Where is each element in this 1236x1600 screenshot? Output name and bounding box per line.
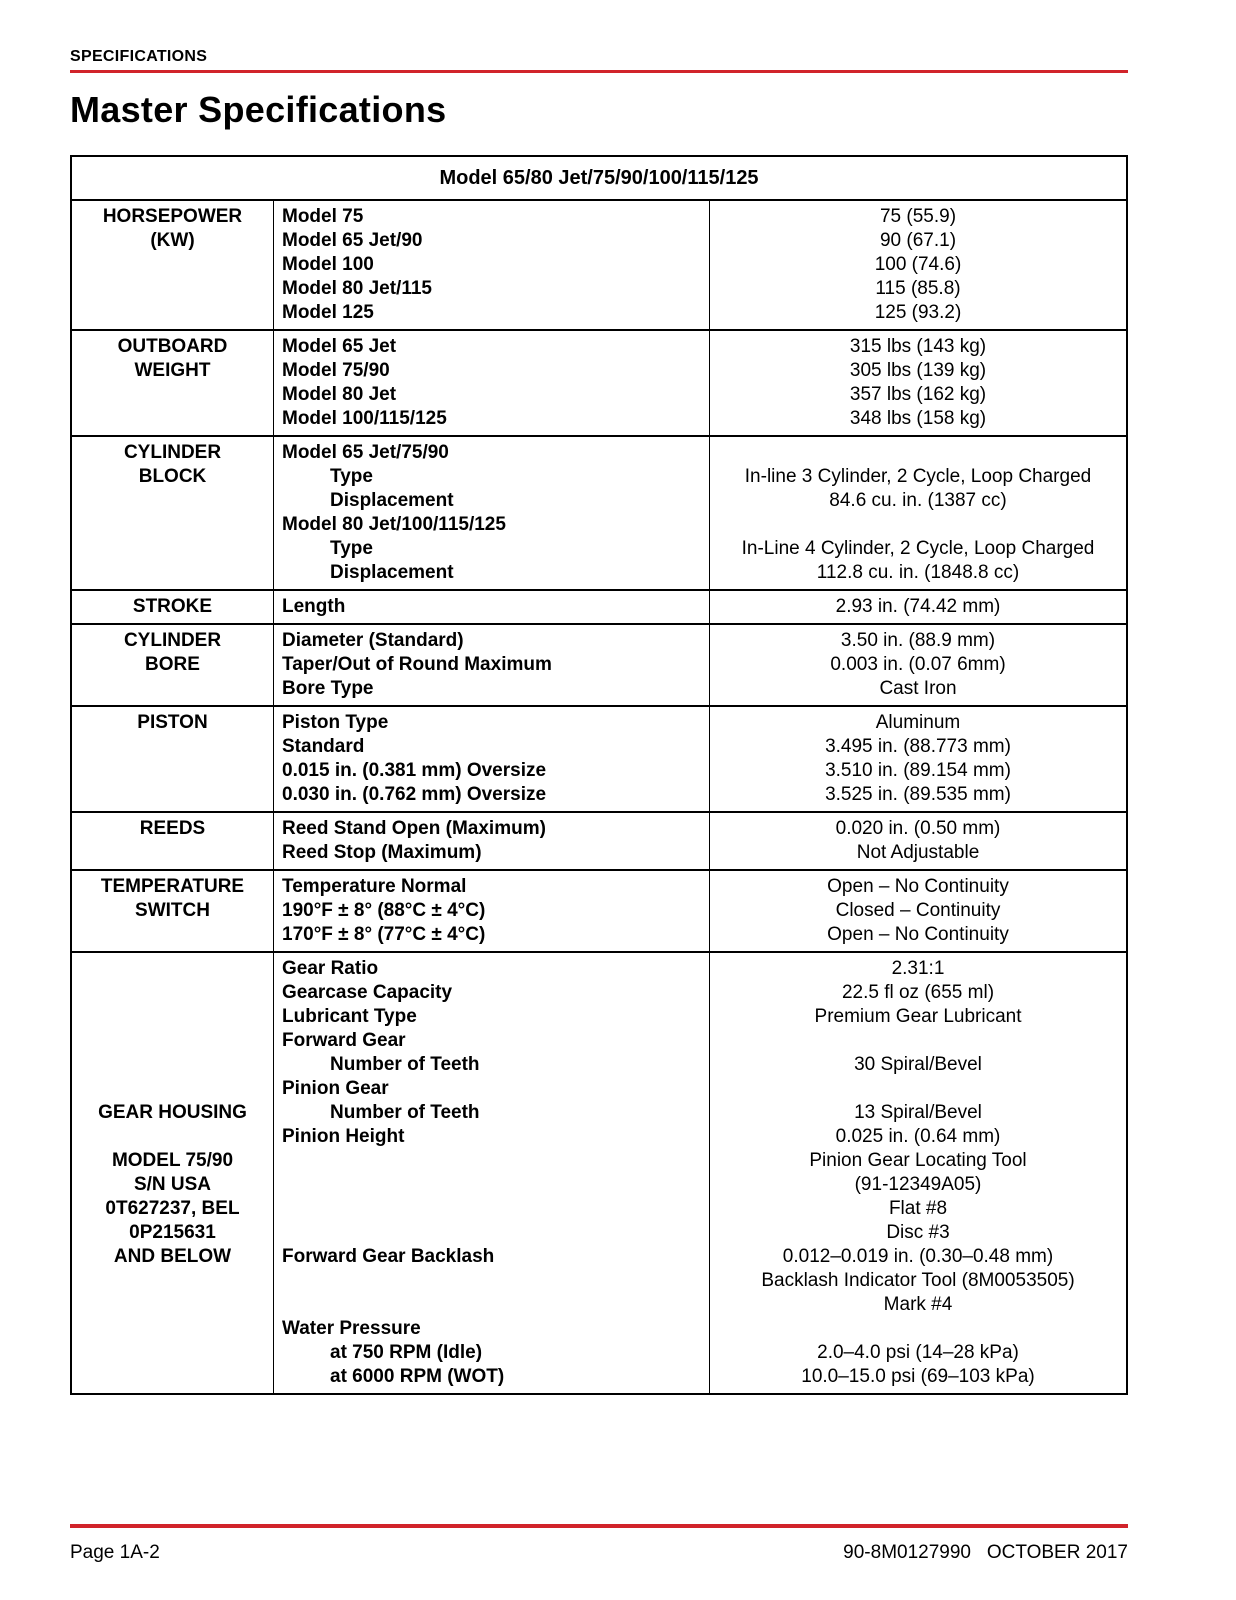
spec-value-line: Cast Iron: [879, 678, 957, 699]
spec-item-line: Type: [282, 466, 373, 487]
spec-category-line: OUTBOARD: [117, 336, 228, 357]
table-row: [72, 707, 1126, 813]
spec-value-line: Disc #3: [886, 1222, 950, 1243]
page-title: Master Specifications: [70, 89, 447, 130]
spec-value-line: 115 (85.8): [875, 278, 961, 299]
doc-number: 90-8M0127990 OCTOBER 2017: [843, 1542, 1128, 1563]
spec-item-cell: [274, 813, 710, 869]
spec-item-line: Model 80 Jet: [282, 384, 397, 405]
spec-item-cell: [274, 591, 710, 623]
spec-value-line: Aluminum: [875, 712, 961, 733]
spec-item-line: Taper/Out of Round Maximum: [282, 654, 552, 675]
spec-value-line: [718, 1077, 1118, 1101]
spec-value-cell: [710, 437, 1126, 589]
spec-item-line: [282, 1173, 701, 1197]
page-footer: [70, 1524, 1128, 1564]
spec-item-line: Type: [282, 538, 373, 559]
spec-value-line: 125 (93.2): [874, 302, 962, 323]
spec-value-line: Backlash Indicator Tool (8M0053505): [761, 1270, 1075, 1291]
spec-value-line: 2.31:1: [891, 958, 945, 979]
spec-item-line: Diameter (Standard): [282, 630, 464, 651]
spec-value-cell: [710, 871, 1126, 951]
spec-item-line: Forward Gear Backlash: [282, 1246, 495, 1267]
page-number: Page 1A-2: [70, 1542, 160, 1563]
spec-category-line: [80, 981, 265, 1005]
spec-item-cell: [274, 201, 710, 329]
spec-value-line: 75 (55.9): [879, 206, 957, 227]
spec-value-line: 3.495 in. (88.773 mm): [825, 736, 1011, 757]
spec-value-line: 84.6 cu. in. (1387 cc): [829, 490, 1007, 511]
spec-category-line: BLOCK: [138, 466, 207, 487]
spec-item-line: Lubricant Type: [282, 1006, 417, 1027]
heading-rule: [70, 70, 1128, 73]
spec-value-cell: [710, 331, 1126, 435]
spec-item-line: Model 65 Jet/90: [282, 230, 423, 251]
spec-item-line: Temperature Normal: [282, 876, 467, 897]
spec-item-line: at 750 RPM (Idle): [282, 1342, 483, 1363]
spec-value-line: Open – No Continuity: [827, 924, 1009, 945]
spec-item-line: Bore Type: [282, 678, 374, 699]
spec-value-line: [718, 513, 1118, 537]
spec-table: [70, 155, 1128, 1395]
spec-value-line: 0.025 in. (0.64 mm): [835, 1126, 1001, 1147]
spec-category-cell: [72, 625, 274, 705]
spec-value-line: 112.8 cu. in. (1848.8 cc): [816, 562, 1020, 583]
spec-item-line: Model 100: [282, 254, 374, 275]
spec-category-line: PISTON: [137, 712, 208, 733]
footer-rule: [70, 1524, 1128, 1528]
spec-item-line: 0.015 in. (0.381 mm) Oversize: [282, 760, 547, 781]
table-model-header: Model 65/80 Jet/75/90/100/115/125: [72, 157, 1126, 201]
spec-category-cell: [72, 437, 274, 589]
spec-value-line: Mark #4: [883, 1294, 953, 1315]
spec-item-line: Model 125: [282, 302, 374, 323]
spec-value-line: 3.510 in. (89.154 mm): [825, 760, 1011, 781]
spec-value-cell: [710, 625, 1126, 705]
table-row: [72, 591, 1126, 625]
spec-item-line: Model 75: [282, 206, 364, 227]
spec-category-line: (KW): [150, 230, 195, 251]
spec-item-line: [282, 1149, 701, 1173]
spec-value-line: 3.50 in. (88.9 mm): [840, 630, 996, 651]
table-rows: [72, 201, 1126, 1393]
table-row: [72, 953, 1126, 1393]
spec-value-line: Premium Gear Lubricant: [814, 1006, 1022, 1027]
spec-category-line: [80, 1125, 265, 1149]
spec-category-line: REEDS: [139, 818, 206, 839]
spec-value-line: 30 Spiral/Bevel: [854, 1054, 982, 1075]
spec-category-line: HORSEPOWER: [102, 206, 243, 227]
spec-item-cell: [274, 871, 710, 951]
spec-item-cell: [274, 625, 710, 705]
spec-item-line: Number of Teeth: [282, 1054, 480, 1075]
spec-value-cell: [710, 591, 1126, 623]
spec-item-line: [282, 1269, 701, 1293]
spec-category-line: CYLINDER: [123, 442, 222, 463]
spec-category-line: AND BELOW: [113, 1246, 232, 1267]
spec-item-line: at 6000 RPM (WOT): [282, 1366, 505, 1387]
spec-item-cell: [274, 331, 710, 435]
spec-value-line: 348 lbs (158 kg): [849, 408, 987, 429]
spec-category-line: GEAR HOUSING: [98, 1102, 247, 1123]
spec-category-line: WEIGHT: [134, 360, 211, 381]
spec-category-line: MODEL 75/90: [111, 1150, 234, 1171]
spec-item-line: [282, 1293, 701, 1317]
spec-category-cell: [72, 813, 274, 869]
spec-category-cell: [72, 953, 274, 1393]
spec-category-cell: [72, 707, 274, 811]
spec-category-line: TEMPERATURE: [100, 876, 245, 897]
spec-category-line: BORE: [145, 654, 200, 675]
spec-value-line: 10.0–15.0 psi (69–103 kPa): [801, 1366, 1035, 1387]
spec-value-line: Pinion Gear Locating Tool: [809, 1150, 1027, 1171]
spec-value-line: Flat #8: [888, 1198, 948, 1219]
table-row: [72, 331, 1126, 437]
spec-category-cell: [72, 331, 274, 435]
spec-value-cell: [710, 813, 1126, 869]
spec-value-line: Closed – Continuity: [835, 900, 1001, 921]
spec-value-line: Not Adjustable: [856, 842, 980, 863]
spec-value-line: 22.5 fl oz (655 ml): [841, 982, 995, 1003]
spec-category-line: CYLINDER: [123, 630, 222, 651]
spec-category-line: 0P215631: [129, 1222, 216, 1243]
spec-item-line: Length: [282, 596, 346, 617]
spec-value-line: In-line 3 Cylinder, 2 Cycle, Loop Charged: [744, 466, 1092, 487]
spec-value-line: [718, 441, 1118, 465]
spec-item-line: Model 65 Jet: [282, 336, 397, 357]
spec-value-cell: [710, 707, 1126, 811]
spec-value-line: 0.003 in. (0.07 6mm): [830, 654, 1006, 675]
spec-item-line: Standard: [282, 736, 365, 757]
spec-item-line: Reed Stop (Maximum): [282, 842, 482, 863]
spec-value-line: 0.012–0.019 in. (0.30–0.48 mm): [782, 1246, 1054, 1267]
spec-value-line: [718, 1317, 1118, 1341]
spec-value-cell: [710, 953, 1126, 1393]
table-row: [72, 813, 1126, 871]
spec-item-line: Model 80 Jet/100/115/125: [282, 514, 506, 535]
spec-item-line: Number of Teeth: [282, 1102, 480, 1123]
table-row: [72, 437, 1126, 591]
spec-item-cell: [274, 437, 710, 589]
spec-item-line: Pinion Gear: [282, 1078, 389, 1099]
spec-item-line: Model 100/115/125: [282, 408, 447, 429]
spec-category-cell: [72, 201, 274, 329]
spec-category-line: [80, 1029, 265, 1053]
spec-item-cell: [274, 953, 710, 1393]
spec-value-line: 13 Spiral/Bevel: [854, 1102, 982, 1123]
table-row: [72, 625, 1126, 707]
spec-category-line: S/N USA: [133, 1174, 212, 1195]
spec-item-line: Gear Ratio: [282, 958, 379, 979]
page-content: [70, 0, 1128, 1395]
spec-category-line: [80, 957, 265, 981]
spec-category-line: STROKE: [132, 596, 213, 617]
section-heading: SPECIFICATIONS: [70, 48, 208, 65]
spec-value-line: 357 lbs (162 kg): [849, 384, 987, 405]
spec-value-line: Open – No Continuity: [827, 876, 1009, 897]
spec-value-line: 90 (67.1): [879, 230, 957, 251]
spec-item-line: Reed Stand Open (Maximum): [282, 818, 546, 839]
table-row: [72, 201, 1126, 331]
spec-item-line: Model 65 Jet/75/90: [282, 442, 449, 463]
spec-value-line: 305 lbs (139 kg): [849, 360, 987, 381]
spec-value-line: 315 lbs (143 kg): [849, 336, 987, 357]
spec-item-line: Gearcase Capacity: [282, 982, 453, 1003]
spec-category-line: [80, 1005, 265, 1029]
spec-value-line: 0.020 in. (0.50 mm): [835, 818, 1001, 839]
spec-category-cell: [72, 591, 274, 623]
spec-category-line: [80, 1053, 265, 1077]
spec-item-line: Piston Type: [282, 712, 389, 733]
spec-value-line: 3.525 in. (89.535 mm): [825, 784, 1011, 805]
spec-item-line: Forward Gear: [282, 1030, 406, 1051]
spec-item-line: 0.030 in. (0.762 mm) Oversize: [282, 784, 547, 805]
spec-category-line: SWITCH: [135, 900, 210, 921]
spec-value-cell: [710, 201, 1126, 329]
spec-value-line: In-Line 4 Cylinder, 2 Cycle, Loop Charged: [741, 538, 1095, 559]
spec-value-line: 2.93 in. (74.42 mm): [835, 596, 1001, 617]
spec-item-line: 190°F ± 8° (88°C ± 4°C): [282, 900, 486, 921]
spec-value-line: 2.0–4.0 psi (14–28 kPa): [817, 1342, 1019, 1363]
spec-category-line: [80, 1077, 265, 1101]
spec-item-line: 170°F ± 8° (77°C ± 4°C): [282, 924, 486, 945]
spec-item-line: Water Pressure: [282, 1318, 421, 1339]
spec-item-line: Displacement: [282, 490, 454, 511]
spec-value-line: (91-12349A05): [854, 1174, 982, 1195]
spec-value-line: [718, 1029, 1118, 1053]
spec-item-line: [282, 1197, 701, 1221]
spec-item-line: Pinion Height: [282, 1126, 405, 1147]
spec-category-line: 0T627237, BEL: [105, 1198, 240, 1219]
spec-category-cell: [72, 871, 274, 951]
spec-value-line: 100 (74.6): [874, 254, 962, 275]
spec-item-line: [282, 1221, 701, 1245]
spec-item-line: Displacement: [282, 562, 454, 583]
spec-item-cell: [274, 707, 710, 811]
spec-item-line: Model 80 Jet/115: [282, 278, 432, 299]
spec-item-line: Model 75/90: [282, 360, 390, 381]
table-row: [72, 871, 1126, 953]
